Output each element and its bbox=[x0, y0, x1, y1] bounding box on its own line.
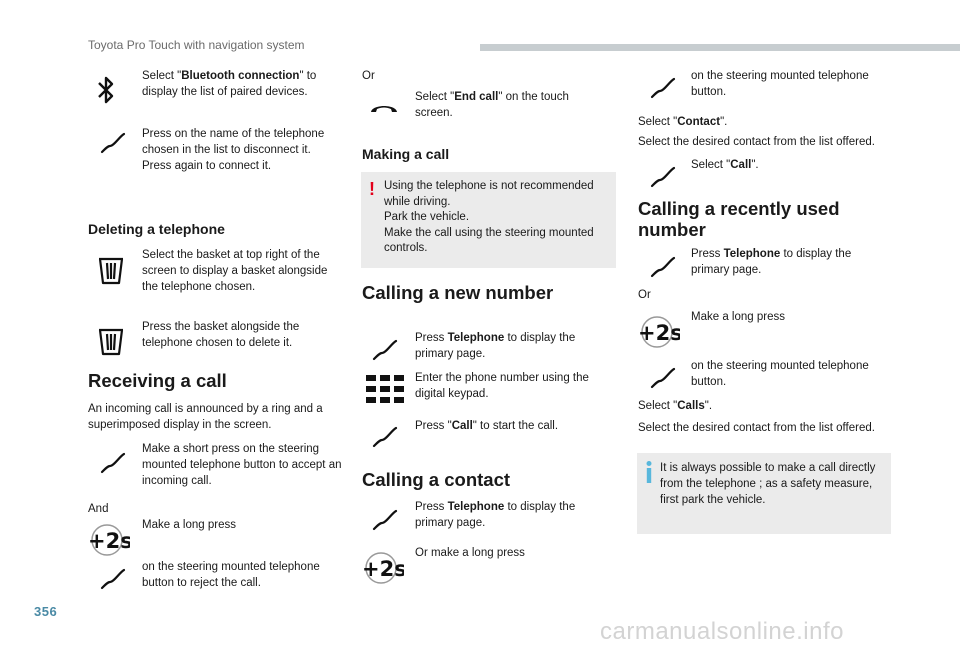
info-icon bbox=[646, 461, 651, 483]
steering-instruction: on the steering mounted telephone button. bbox=[691, 70, 869, 98]
receiving-heading: Receiving a call bbox=[88, 370, 227, 391]
new-number-heading: Calling a new number bbox=[362, 282, 554, 303]
select-desired-text: Select the desired contact from the list offered. bbox=[638, 422, 875, 434]
header-bar bbox=[480, 44, 960, 51]
warning-line: Using the telephone is not recommended while driving. bbox=[384, 180, 594, 208]
warning-line: Park the vehicle. bbox=[384, 211, 470, 223]
contact-heading: Calling a contact bbox=[362, 469, 511, 490]
press-call-instruction: Press "Call" to start the call. bbox=[415, 420, 559, 432]
info-text: It is always possible to make a call directly from the telephone ; as a safety measure, first park the vehicle. bbox=[660, 462, 876, 506]
press-icon bbox=[648, 75, 678, 101]
press-icon bbox=[98, 566, 128, 592]
steering-instruction: on the steering mounted telephone button. bbox=[691, 360, 869, 388]
long-press-2s-icon bbox=[360, 549, 404, 585]
bluetooth-icon bbox=[96, 74, 116, 106]
press-icon bbox=[648, 164, 678, 190]
deleting-heading: Deleting a telephone bbox=[88, 221, 225, 237]
press-icon bbox=[98, 450, 128, 476]
press-icon bbox=[648, 365, 678, 391]
info-note bbox=[637, 453, 891, 534]
enter-number-instruction: Enter the phone number using the digital keypad. bbox=[415, 372, 589, 400]
basket-icon bbox=[96, 324, 126, 358]
warning-icon: ! bbox=[369, 179, 375, 199]
long-press-text: Make a long press bbox=[691, 311, 785, 323]
press-icon bbox=[98, 130, 128, 156]
select-desired-text: Select the desired contact from the list offered. bbox=[638, 136, 875, 148]
long-press-2s-icon bbox=[636, 313, 680, 349]
select-call-text: Select "Call". bbox=[691, 159, 759, 171]
select-contact-text: Select "Contact". bbox=[638, 116, 728, 128]
reject-instruction: on the steering mounted telephone button to reject the call. bbox=[142, 561, 320, 589]
long-press-2s-icon bbox=[86, 521, 130, 557]
contact-press-instruction: Press Telephone to display the primary page. bbox=[415, 501, 576, 529]
warning-line: Make the call using the steering mounted controls. bbox=[384, 226, 594, 254]
or-long-press-text: Or make a long press bbox=[415, 547, 525, 559]
header-title: Toyota Pro Touch with navigation system bbox=[88, 38, 305, 52]
warning-note bbox=[361, 172, 616, 268]
recent-press-instruction: Press Telephone to display the primary page. bbox=[691, 248, 852, 276]
press-icon bbox=[370, 507, 400, 533]
or-text: Or bbox=[638, 289, 651, 301]
basket-alongside-instruction: Press the basket alongside the telephone chosen to delete it. bbox=[142, 321, 300, 349]
long-press-text: Make a long press bbox=[142, 519, 236, 531]
end-call-instruction: Select "End call" on the touch screen. bbox=[415, 91, 569, 119]
incoming-text: An incoming call is announced by a ring and a superimposed display in the screen. bbox=[88, 403, 323, 431]
footer-watermark: carmanualsonline.info bbox=[600, 618, 844, 645]
press-telephone-instruction: Press Telephone to display the primary page. bbox=[415, 332, 576, 360]
press-icon bbox=[370, 337, 400, 363]
keypad-icon bbox=[366, 375, 404, 403]
bluetooth-instruction: Select "Bluetooth connection" to display the list of paired devices. bbox=[142, 70, 317, 98]
select-calls-text: Select "Calls". bbox=[638, 400, 713, 412]
press-icon bbox=[370, 424, 400, 450]
recent-heading: Calling a recently used number bbox=[638, 198, 840, 240]
or-text: Or bbox=[362, 70, 375, 82]
short-press-instruction: Make a short press on the steering mounted telephone button to accept an incoming call. bbox=[142, 443, 342, 487]
making-call-heading: Making a call bbox=[362, 146, 450, 162]
end-call-icon bbox=[368, 100, 400, 116]
and-text: And bbox=[88, 503, 109, 515]
press-name-instruction: Press on the name of the telephone chosen in the list to disconnect it. Press again to connect it. bbox=[142, 128, 325, 172]
basket-icon bbox=[96, 253, 126, 287]
page-number: 356 bbox=[34, 604, 58, 619]
press-icon bbox=[648, 254, 678, 280]
basket-top-instruction: Select the basket at top right of the screen to display a basket alongside the telephone chosen. bbox=[142, 249, 328, 293]
